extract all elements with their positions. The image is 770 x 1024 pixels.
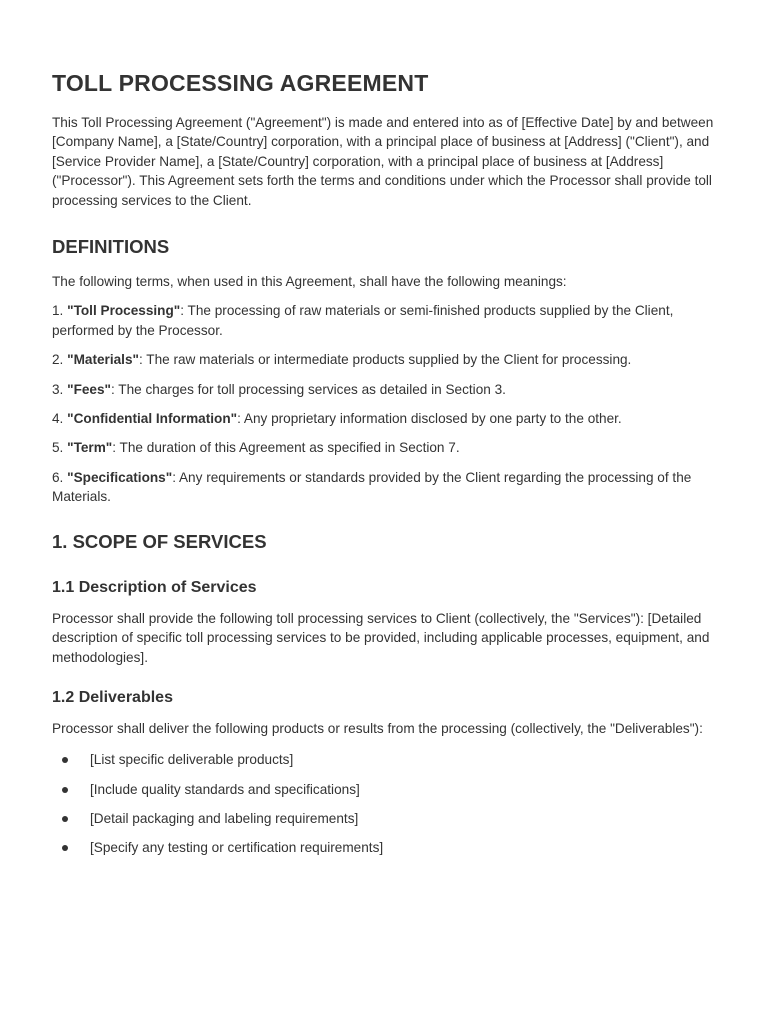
list-item-text: [List specific deliverable products] (90, 752, 294, 768)
definition-text: : The raw materials or intermediate products supplied by the Client for processing. (138, 352, 632, 368)
definitions-heading: DEFINITIONS (52, 236, 170, 258)
definition-number: 2. (52, 352, 64, 368)
bullet-icon (62, 757, 68, 763)
definition-text: : Any requirements or standards provided by the Client regarding the processing of the Materials. (52, 469, 692, 505)
list-item-text: [Specify any testing or certification requirements] (90, 839, 384, 855)
bullet-icon (62, 816, 68, 822)
list-item-text: [Detail packaging and labeling requirements] (90, 810, 359, 826)
subsection-1-1-body: Processor shall provide the following toll processing services to Client (collectively, the "Services"): [Detailed description of specific toll processing services to be provided, including applicable processes, equipment, and methodologies]. (52, 610, 710, 665)
section1-heading: 1. SCOPE OF SERVICES (52, 530, 267, 552)
deliverables-list (52, 750, 720, 857)
subsection-1-2-body: Processor shall deliver the following products or results from the processing (collectively, the "Deliverables"): (52, 720, 703, 736)
definition-term: "Toll Processing" (67, 303, 181, 319)
definition-number: 6. (52, 469, 64, 485)
definition-term: "Materials" (67, 352, 139, 368)
definition-text: : The processing of raw materials or semi-finished products supplied by the Client, performed by the Processor. (52, 303, 674, 338)
definition-term: "Fees" (67, 381, 111, 397)
definitions-list (52, 301, 720, 506)
definition-item (52, 301, 720, 340)
intro-paragraph: This Toll Processing Agreement ("Agreement") is made and entered into as of [Effective Date] by and between [Company Name], a [State/Country] corporation, with a principal place of business at [Address] ("Client"), and [Service Provider Name], a [State/Country] corporation, with a principal place of business at [Address] ("Processor"). This Agreement sets forth the terms and conditions under which the Processor shall provide toll processing services to the Client. (52, 115, 714, 208)
document-page (52, 70, 720, 867)
definition-item (52, 438, 720, 457)
definition-term: "Term" (67, 440, 113, 456)
definition-number: 4. (52, 411, 64, 427)
definition-item (52, 380, 720, 399)
list-item (52, 809, 720, 828)
subsection-1-1-heading: 1.1 Description of Services (52, 578, 257, 596)
bullet-icon (62, 845, 68, 851)
definition-item (52, 409, 720, 428)
definition-number: 3. (52, 381, 64, 397)
definition-number: 5. (52, 440, 64, 456)
definition-item (52, 468, 720, 507)
definitions-lead: The following terms, when used in this Agreement, shall have the following meanings: (52, 274, 567, 290)
definition-text: : The duration of this Agreement as specified in Section 7. (112, 440, 460, 456)
list-item (52, 838, 720, 857)
definition-term: "Confidential Information" (67, 411, 238, 427)
definition-text: : Any proprietary information disclosed by one party to the other. (237, 411, 622, 427)
subsection-1-2-heading: 1.2 Deliverables (52, 688, 173, 706)
list-item-text: [Include quality standards and specifications] (90, 781, 360, 797)
definition-term: "Specifications" (67, 469, 173, 485)
definition-number: 1. (52, 303, 64, 319)
bullet-icon (62, 787, 68, 793)
list-item (52, 750, 720, 769)
definition-item (52, 350, 720, 369)
list-item (52, 780, 720, 799)
document-title: TOLL PROCESSING AGREEMENT (52, 70, 429, 96)
definition-text: : The charges for toll processing services as detailed in Section 3. (111, 381, 506, 397)
